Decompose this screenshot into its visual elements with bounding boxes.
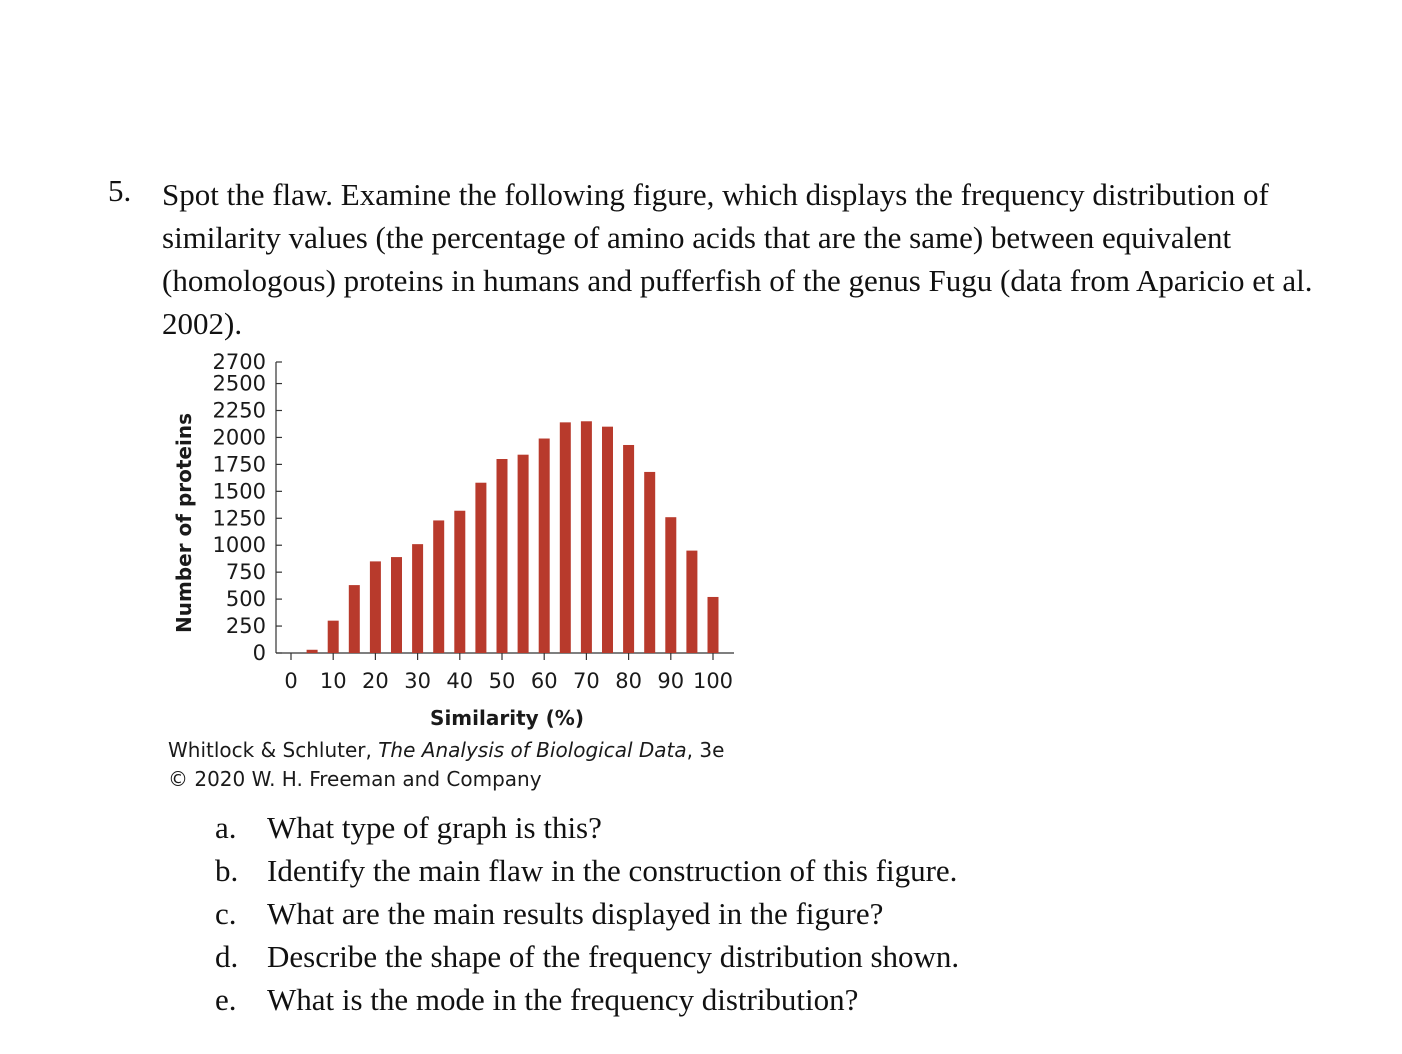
y-axis — [213, 350, 282, 665]
subquestion-letter: a. — [215, 810, 237, 845]
y-tick-label: 1250 — [212, 506, 266, 531]
y-tick-label: 2000 — [212, 425, 266, 450]
histogram-bar — [412, 544, 423, 653]
credit-copyright: © 2020 W. H. Freeman and Company — [168, 767, 542, 791]
histogram-bar — [644, 472, 655, 653]
subquestion-letter: e. — [215, 982, 237, 1017]
y-tick-label: 500 — [225, 587, 266, 612]
subquestion-letter: d. — [215, 939, 239, 974]
credit-authors: Whitlock & Schluter, — [168, 738, 379, 762]
subquestion-text: Describe the shape of the frequency distribution shown. — [267, 939, 960, 974]
x-tick-label: 100 — [692, 669, 734, 693]
histogram-bar — [307, 650, 318, 653]
histogram-bar — [475, 483, 486, 653]
subquestion-text: Identify the main flaw in the construction of this figure. — [267, 853, 958, 888]
x-tick-label: 10 — [319, 669, 347, 693]
question-line: similarity values (the percentage of amino acids that are the same) between equivalent — [162, 220, 1232, 255]
y-tick-label: 1500 — [212, 479, 266, 504]
x-tick-label: 40 — [446, 669, 474, 693]
histogram-bar — [708, 597, 719, 653]
histogram-bar — [539, 439, 550, 653]
subquestion-text: What is the mode in the frequency distribution? — [267, 982, 859, 1017]
y-tick-label: 1000 — [212, 533, 266, 558]
y-tick-label: 2250 — [212, 398, 266, 423]
histogram-bar — [497, 459, 508, 653]
histogram-bar — [454, 511, 465, 653]
credit-book-title: The Analysis of Biological Data — [378, 738, 687, 762]
subquestion-b — [215, 849, 959, 892]
histogram-chart — [160, 340, 760, 735]
histogram-bar — [602, 427, 613, 653]
histogram-bar — [560, 422, 571, 653]
question-line: Spot the flaw. Examine the following figure, which displays the frequency distribution of — [162, 177, 1269, 212]
histogram-bar — [665, 517, 676, 653]
subquestion-text: What are the main results displayed in the figure? — [267, 896, 884, 931]
histogram-bar — [518, 455, 529, 653]
x-tick-label: 50 — [488, 669, 516, 693]
y-tick-label: 250 — [225, 614, 266, 639]
x-axis — [276, 653, 734, 693]
x-tick-label: 80 — [615, 669, 642, 693]
y-tick-label: 1750 — [212, 452, 266, 477]
subquestion-letter: c. — [215, 896, 237, 931]
subquestion-e — [215, 978, 959, 1021]
y-tick-label: 2700 — [212, 350, 266, 374]
x-tick-label: 90 — [657, 669, 685, 693]
x-tick-label: 20 — [362, 669, 389, 693]
figure-credit — [168, 736, 724, 794]
histogram-bar — [623, 445, 634, 653]
credit-edition: , 3e — [686, 738, 725, 762]
histogram-bar — [433, 520, 444, 653]
y-axis-label: Number of proteins — [172, 413, 196, 633]
question-text — [162, 173, 1387, 345]
x-axis-label: Similarity (%) — [430, 706, 584, 730]
histogram-bar — [686, 551, 697, 653]
histogram-bar — [581, 421, 592, 653]
x-tick-label: 0 — [284, 669, 298, 693]
question-line: 2002). — [162, 306, 243, 341]
subquestion-c — [215, 892, 959, 935]
y-tick-label: 750 — [225, 560, 266, 585]
histogram-bar — [328, 621, 339, 653]
x-tick-label: 30 — [404, 669, 431, 693]
subquestion-a — [215, 806, 959, 849]
bars-group — [307, 421, 719, 653]
y-tick-label: 0 — [252, 641, 266, 665]
subquestion-d — [215, 935, 959, 978]
credit-line-1 — [168, 736, 724, 765]
histogram-bar — [349, 585, 360, 653]
x-tick-label: 60 — [530, 669, 558, 693]
y-tick-label: 2500 — [212, 371, 266, 396]
subquestion-text: What type of graph is this? — [267, 810, 602, 845]
question-line: (homologous) proteins in humans and pufferfish of the genus Fugu (data from Aparicio et al. — [162, 263, 1313, 298]
subquestion-letter: b. — [215, 853, 239, 888]
subquestion-list — [215, 806, 959, 1021]
histogram-bar — [391, 557, 402, 653]
question-number: 5. — [108, 173, 132, 208]
histogram-bar — [370, 561, 381, 653]
x-tick-label: 70 — [573, 669, 600, 693]
